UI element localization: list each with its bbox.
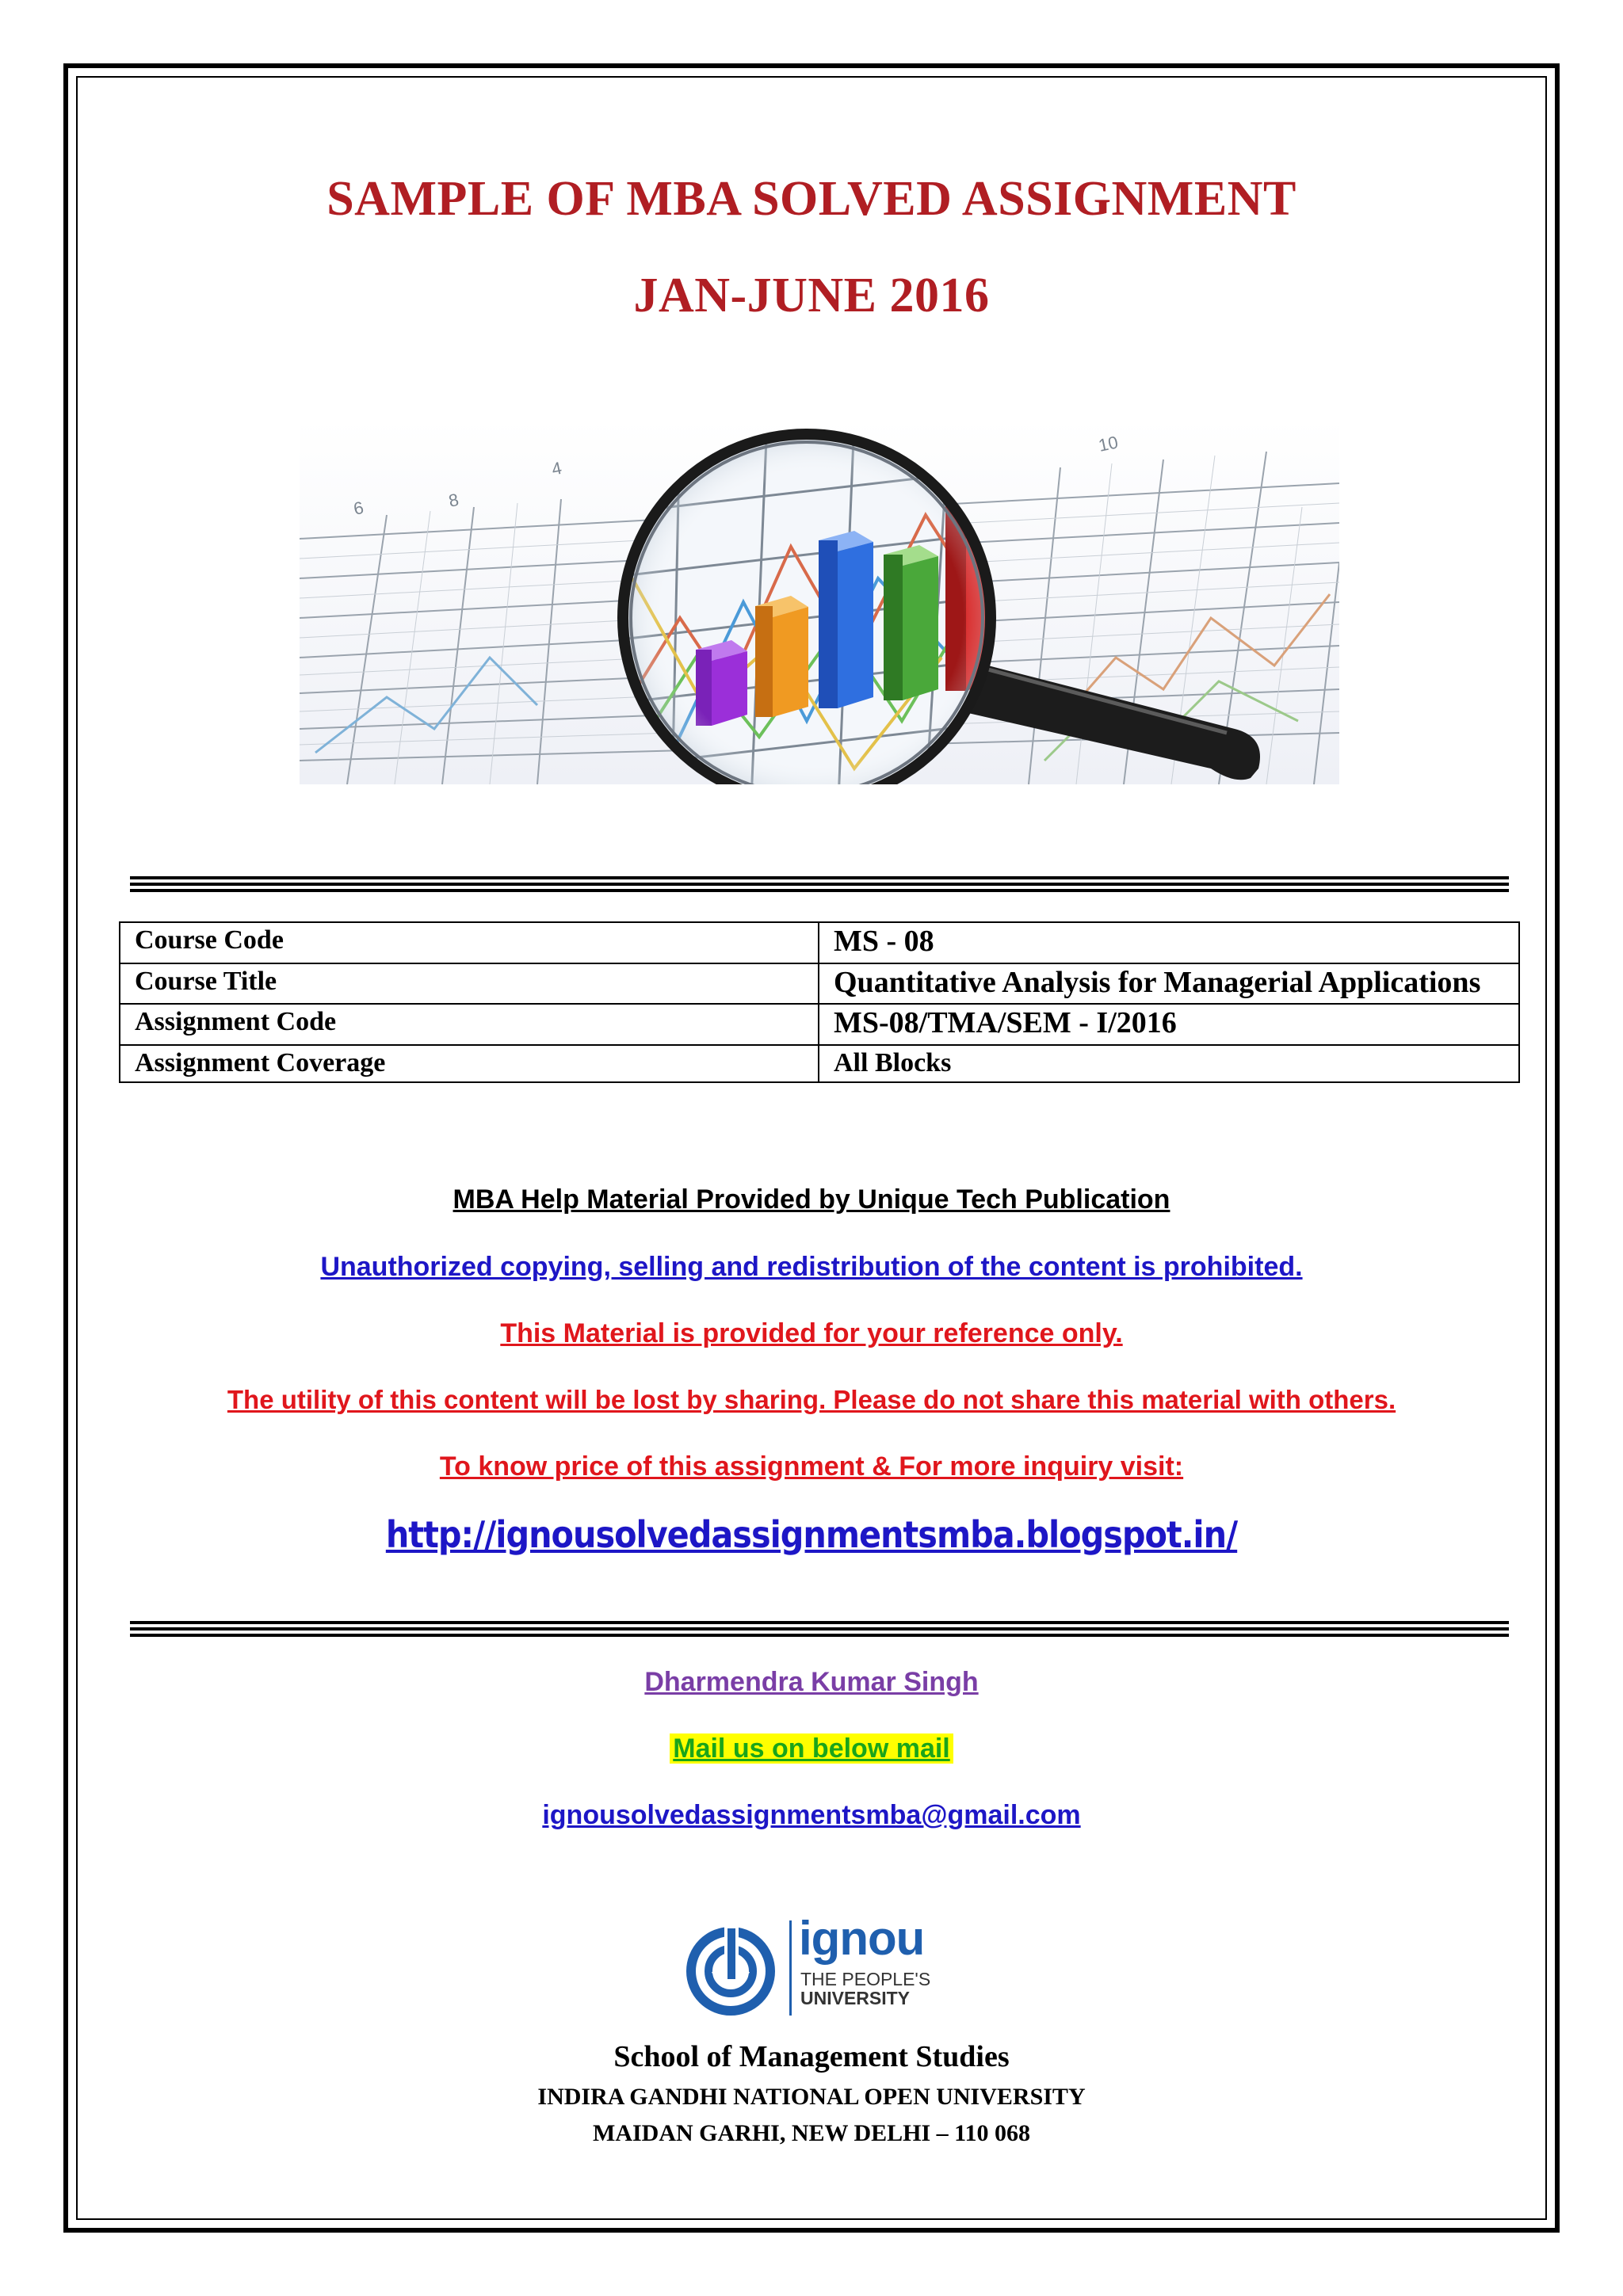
row-label: Course Title [120, 963, 819, 1005]
tagline-line-2: UNIVERSITY [800, 1988, 911, 2009]
row-value: MS-08/TMA/SEM - I/2016 [819, 1004, 1519, 1045]
table-row [120, 1004, 1519, 1045]
mail-prompt: Mail us on below mail [670, 1733, 953, 1764]
divider-top [130, 876, 1509, 895]
email-link[interactable]: ignousolvedassignmentsmba@gmail.com [542, 1800, 1081, 1830]
mail-prompt-row [76, 1733, 1547, 1764]
table-row [120, 963, 1519, 1005]
school-name: School of Management Studies [613, 2040, 1010, 2073]
ignou-logo [682, 1912, 951, 2020]
page-title: SAMPLE OF MBA SOLVED ASSIGNMENT [327, 172, 1296, 226]
svg-text:10: 10 [1096, 432, 1120, 456]
ignou-tagline [800, 1970, 930, 2008]
tagline-line-1: THE PEOPLE'S [800, 1969, 931, 1989]
row-value: All Blocks [819, 1045, 1519, 1082]
reference-only-notice: This Material is provided for your reference only. [500, 1318, 1123, 1348]
svg-text:8: 8 [446, 489, 461, 511]
ignou-emblem-icon [682, 1924, 785, 2019]
svg-text:4: 4 [549, 457, 564, 479]
email-row [76, 1800, 1547, 1831]
row-label: Course Code [120, 922, 819, 963]
copy-warning-notice: Unauthorized copying, selling and redistribution of the content is prohibited. [320, 1252, 1303, 1282]
row-value: Quantitative Analysis for Managerial Applications [819, 963, 1519, 1005]
magnifier-bar-chart-illustration [300, 420, 1339, 784]
sharing-warning-notice: The utility of this content will be lost by sharing. Please do not share this material with others. [227, 1385, 1396, 1414]
price-inquiry-notice: To know price of this assignment & For more inquiry visit: [439, 1451, 1184, 1482]
table-row [120, 922, 1519, 963]
ignou-wordmark: ignou [799, 1912, 925, 1965]
row-label: Assignment Coverage [120, 1045, 819, 1082]
page-subtitle: JAN-JUNE 2016 [633, 269, 990, 322]
row-value: MS - 08 [819, 922, 1519, 963]
course-info-table [119, 921, 1520, 1083]
svg-text:6: 6 [351, 497, 366, 519]
table-row [120, 1045, 1519, 1082]
university-name: INDIRA GANDHI NATIONAL OPEN UNIVERSITY [537, 2084, 1086, 2110]
page-border-inner [76, 76, 1547, 2220]
divider-bottom [130, 1621, 1509, 1640]
author-name: Dharmendra Kumar Singh [644, 1667, 979, 1697]
website-link[interactable]: http://ignousolvedassignmentsmba.blogspot.in/ [385, 1513, 1238, 1556]
provided-by-notice: MBA Help Material Provided by Unique Tech Publication [453, 1184, 1170, 1215]
university-address: MAIDAN GARHI, NEW DELHI – 110 068 [593, 2120, 1030, 2146]
website-link-row [76, 1513, 1547, 1556]
row-label: Assignment Code [120, 1004, 819, 1045]
